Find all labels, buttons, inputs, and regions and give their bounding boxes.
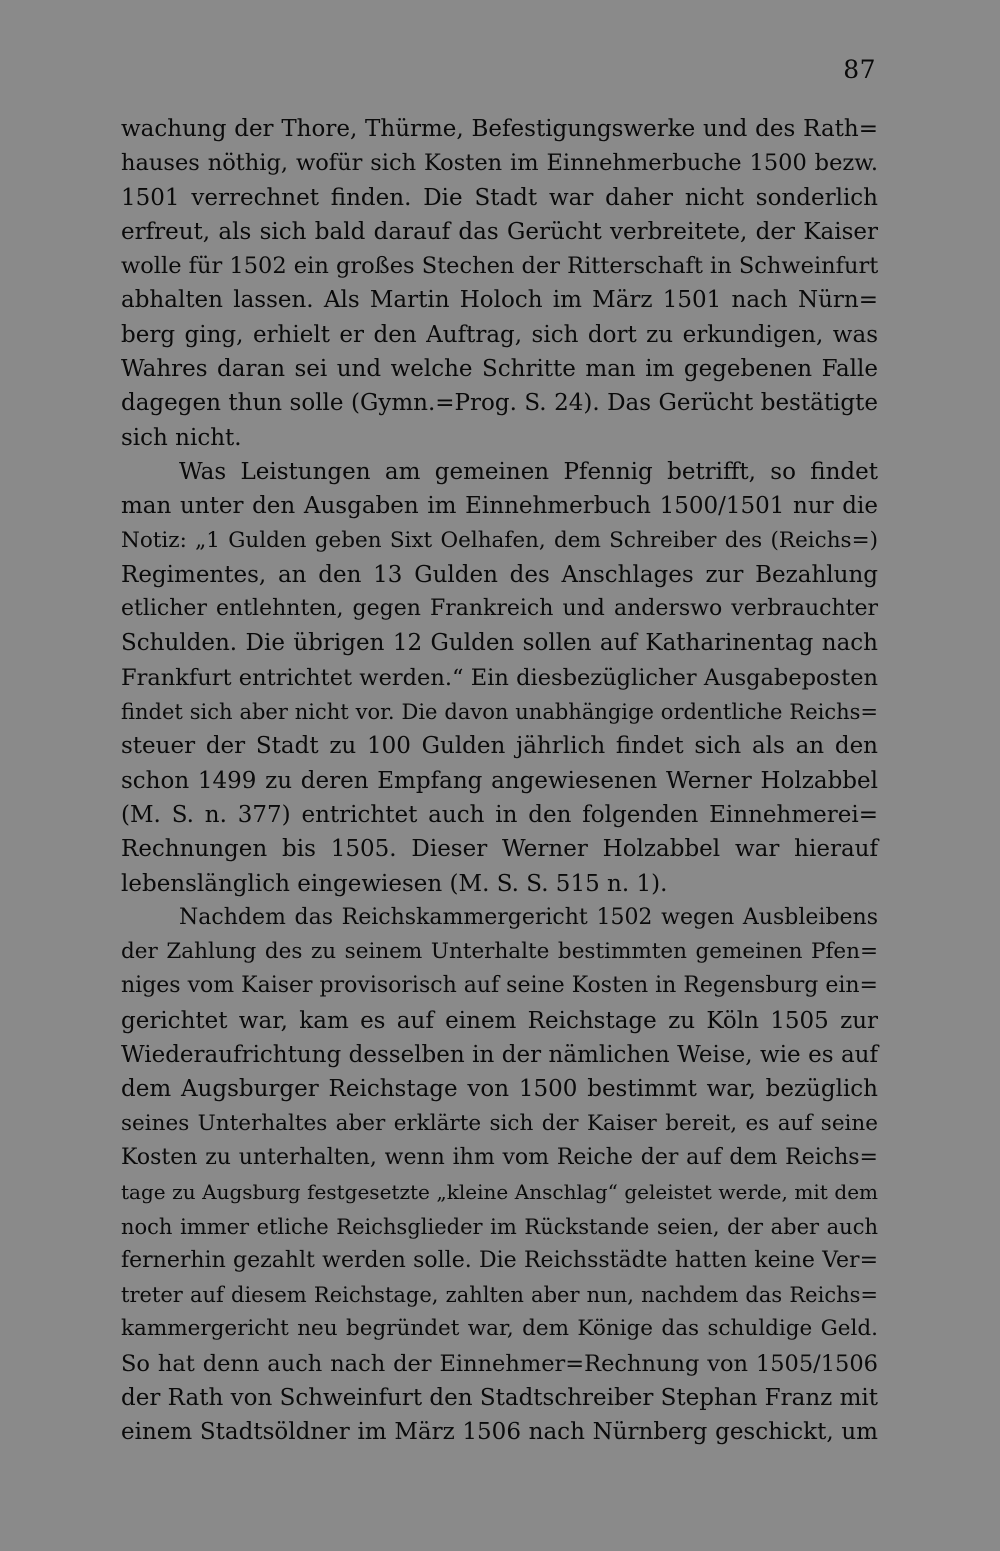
text-line: Nachdem das Reichskammergericht 1502 wegen Ausbleibens bbox=[179, 904, 878, 930]
text-line: gerichtet war, kam es auf einem Reichstage zu Köln 1505 zur bbox=[121, 1007, 878, 1034]
text-line: Was Leistungen am gemeinen Pfennig betrifft, so findet bbox=[179, 458, 878, 485]
text-line: wachung der Thore, Thürme, Befestigungswerke und des Rath= bbox=[121, 116, 878, 142]
text-line: tage zu Augsburg festgesetzte „kleine Anschlag“ geleistet werde, mit dem bbox=[121, 1180, 878, 1205]
text-line: lebenslänglich eingewiesen (M. S. S. 515 n. 1). bbox=[121, 870, 668, 897]
text-line: findet sich aber nicht vor. Die davon unabhängige ordentliche Reichs= bbox=[121, 700, 878, 725]
text-line: einem Stadtsöldner im März 1506 nach Nürnberg geschickt, um bbox=[121, 1419, 878, 1446]
text-line: der Rath von Schweinfurt den Stadtschreiber Stephan Franz mit bbox=[121, 1384, 878, 1411]
text-line: Wiederaufrichtung desselben in der nämlichen Weise, wie es auf bbox=[121, 1042, 878, 1069]
text-line: dagegen thun solle (Gymn.=Prog. S. 24). Das Gerücht bestätigte bbox=[121, 390, 878, 417]
text-line: Rechnungen bis 1505. Dieser Werner Holzabbel war hierauf bbox=[121, 836, 878, 863]
text-line: Wahres daran sei und welche Schritte man im gegebenen Falle bbox=[121, 356, 878, 383]
text-line: Schulden. Die übrigen 12 Gulden sollen auf Katharinentag nach bbox=[121, 630, 878, 657]
text-line: schon 1499 zu deren Empfang angewiesenen Werner Holzabbel bbox=[121, 767, 878, 794]
text-line: Kosten zu unterhalten, wenn ihm vom Reiche der auf dem Reichs= bbox=[121, 1144, 878, 1170]
text-line: fernerhin gezahlt werden solle. Die Reichsstädte hatten keine Ver= bbox=[121, 1247, 878, 1273]
text-line: So hat denn auch nach der Einnehmer=Rechnung von 1505/1506 bbox=[121, 1350, 878, 1377]
text-line: treter auf diesem Reichstage, zahlten aber nun, nachdem das Reichs= bbox=[121, 1283, 878, 1308]
text-line: sich nicht. bbox=[121, 424, 242, 451]
text-line: kammergericht neu begründet war, dem Könige das schuldige Geld. bbox=[121, 1316, 878, 1342]
text-line: etlicher entlehnten, gegen Frankreich und anderswo verbrauchter bbox=[121, 596, 878, 622]
text-line: (M. S. n. 377) entrichtet auch in den folgenden Einnehmerei= bbox=[121, 801, 878, 828]
text-line: Frankfurt entrichtet werden.“ Ein diesbezüglicher Ausgabeposten bbox=[121, 664, 878, 691]
text-line: noch immer etliche Reichsglieder im Rückstande seien, der aber auch bbox=[121, 1214, 878, 1239]
text-line: hauses nöthig, wofür sich Kosten im Einnehmerbuche 1500 bezw. bbox=[121, 150, 878, 177]
text-line: 1501 verrechnet finden. Die Stadt war daher nicht sonderlich bbox=[121, 184, 878, 211]
text-line: man unter den Ausgaben im Einnehmerbuch 1500/1501 nur die bbox=[121, 493, 878, 520]
body-text bbox=[121, 112, 878, 1450]
text-line: der Zahlung des zu seinem Unterhalte bestimmten gemeinen Pfen= bbox=[121, 939, 878, 965]
text-line: Regimentes, an den 13 Gulden des Anschlages zur Bezahlung bbox=[121, 561, 878, 588]
text-line: niges vom Kaiser provisorisch auf seine Kosten in Regensburg ein= bbox=[121, 973, 878, 999]
text-line: abhalten lassen. Als Martin Holoch im März 1501 nach Nürn= bbox=[121, 287, 878, 314]
text-line: berg ging, erhielt er den Auftrag, sich dort zu erkundigen, was bbox=[121, 321, 878, 348]
page-number: 87 bbox=[843, 55, 876, 84]
text-line: erfreut, als sich bald darauf das Gerücht verbreitete, der Kaiser bbox=[121, 218, 878, 245]
text-line: Notiz: „1 Gulden geben Sixt Oelhafen, dem Schreiber des (Reichs=) bbox=[121, 527, 878, 553]
text-line: seines Unterhaltes aber erklärte sich der Kaiser bereit, es auf seine bbox=[121, 1110, 878, 1136]
text-line: steuer der Stadt zu 100 Gulden jährlich findet sich als an den bbox=[121, 733, 878, 760]
text-line: wolle für 1502 ein großes Stechen der Ritterschaft in Schweinfurt bbox=[121, 253, 879, 280]
text-line: dem Augsburger Reichstage von 1500 bestimmt war, bezüglich bbox=[121, 1076, 878, 1103]
